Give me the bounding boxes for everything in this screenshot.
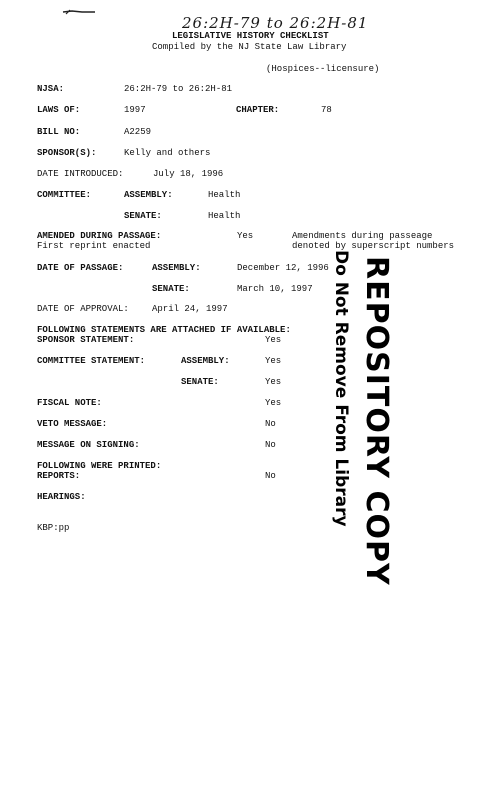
chapter-label: CHAPTER: bbox=[236, 105, 280, 115]
njsa-label: NJSA: bbox=[37, 84, 65, 94]
statement-assembly-label: ASSEMBLY: bbox=[181, 356, 230, 366]
fiscal-note-value: Yes bbox=[265, 398, 282, 408]
printed-heading: FOLLOWING WERE PRINTED: bbox=[37, 461, 162, 471]
statements-heading: FOLLOWING STATEMENTS ARE ATTACHED IF AVAILABLE: bbox=[37, 325, 291, 335]
amended-value: Yes bbox=[237, 231, 254, 241]
signing-message-label: MESSAGE ON SIGNING: bbox=[37, 440, 140, 450]
fiscal-note-label: FISCAL NOTE: bbox=[37, 398, 102, 408]
handwritten-note: 26:2H-79 to 26:2H-81 bbox=[182, 14, 369, 32]
passage-label: DATE OF PASSAGE: bbox=[37, 263, 124, 273]
document-subtitle: Compiled by the NJ State Law Library bbox=[152, 42, 347, 52]
amended-note-1: Amendments during passeage bbox=[292, 231, 433, 241]
reports-label: REPORTS: bbox=[37, 471, 81, 481]
committee-label: COMMITTEE: bbox=[37, 190, 92, 200]
first-reprint: First reprint enacted bbox=[37, 241, 151, 251]
document-topic: (Hospices--licensure) bbox=[266, 64, 380, 74]
introduced-value: July 18, 1996 bbox=[153, 169, 224, 179]
passage-assembly-value: December 12, 1996 bbox=[237, 263, 329, 273]
statement-assembly-value: Yes bbox=[265, 356, 282, 366]
signing-message-value: No bbox=[265, 440, 276, 450]
passage-assembly-label: ASSEMBLY: bbox=[152, 263, 201, 273]
committee-assembly-value: Health bbox=[208, 190, 241, 200]
do-not-remove-stamp: Do Not Remove From Library bbox=[331, 250, 351, 527]
hearings-label: HEARINGS: bbox=[37, 492, 86, 502]
laws-label: LAWS OF: bbox=[37, 105, 81, 115]
veto-message-value: No bbox=[265, 419, 276, 429]
amended-label: AMENDED DURING PASSAGE: bbox=[37, 231, 162, 241]
njsa-value: 26:2H-79 to 26:2H-81 bbox=[124, 84, 233, 94]
approval-label: DATE OF APPROVAL: bbox=[37, 304, 129, 314]
sponsor-statement-label: SPONSOR STATEMENT: bbox=[37, 335, 135, 345]
bill-value: A2259 bbox=[124, 127, 152, 137]
document-title: LEGISLATIVE HISTORY CHECKLIST bbox=[172, 31, 329, 41]
laws-value: 1997 bbox=[124, 105, 146, 115]
committee-statement-label: COMMITTEE STATEMENT: bbox=[37, 356, 146, 366]
scan-mark-icon bbox=[62, 8, 96, 16]
reports-value: No bbox=[265, 471, 276, 481]
initials: KBP:pp bbox=[37, 523, 70, 533]
sponsor-value: Kelly and others bbox=[124, 148, 211, 158]
statement-senate-label: SENATE: bbox=[181, 377, 219, 387]
sponsor-label: SPONSOR(S): bbox=[37, 148, 97, 158]
veto-message-label: VETO MESSAGE: bbox=[37, 419, 108, 429]
approval-value: April 24, 1997 bbox=[152, 304, 228, 314]
introduced-label: DATE INTRODUCED: bbox=[37, 169, 124, 179]
repository-copy-stamp: REPOSITORY COPY bbox=[359, 256, 394, 586]
committee-assembly-label: ASSEMBLY: bbox=[124, 190, 173, 200]
chapter-value: 78 bbox=[321, 105, 332, 115]
committee-senate-label: SENATE: bbox=[124, 211, 162, 221]
statement-senate-value: Yes bbox=[265, 377, 282, 387]
passage-senate-label: SENATE: bbox=[152, 284, 190, 294]
bill-label: BILL NO: bbox=[37, 127, 81, 137]
amended-note-2: denoted by superscript numbers bbox=[292, 241, 455, 251]
passage-senate-value: March 10, 1997 bbox=[237, 284, 313, 294]
committee-senate-value: Health bbox=[208, 211, 241, 221]
sponsor-statement-value: Yes bbox=[265, 335, 282, 345]
